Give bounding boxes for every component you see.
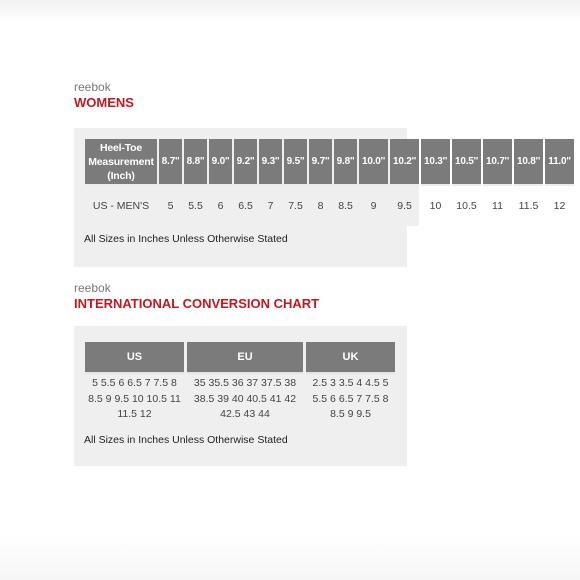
bottom-shadow [0,535,580,580]
size-cell: 6.5 [234,186,257,226]
womens-size-table [83,139,576,226]
size-cell: 12 [545,186,574,226]
measurement-cell: 10.0'' [359,139,388,186]
measurement-cell: 9.3'' [259,139,282,186]
us-mens-row [85,186,574,226]
measurement-cell: 11.0'' [545,139,574,186]
measurement-cell: 10.3'' [421,139,450,186]
measurement-cell: 10.8'' [514,139,543,186]
measurement-cell: 10.7'' [483,139,512,186]
us-column-header: US [85,342,184,374]
measurement-cell: 9.2'' [234,139,257,186]
measurement-cell: 8.7'' [159,139,182,186]
intl-note: All Sizes in Inches Unless Otherwise Stated [84,434,288,446]
measurement-row [85,139,574,186]
size-cell: 7.5 [284,186,307,226]
measurement-cell: 9.8'' [334,139,357,186]
measurement-cell: 8.8'' [184,139,207,186]
size-cell: 9 [359,186,388,226]
intl-title: INTERNATIONAL CONVERSION CHART [74,296,320,311]
eu-column-header: EU [187,342,303,374]
measurement-cell: 10.5'' [452,139,481,186]
us-mens-label: US - MEN'S [85,186,157,226]
measurement-cell: 9.7'' [309,139,332,186]
size-cell: 5 [159,186,182,226]
measurement-cell: 10.2'' [390,139,419,186]
size-cell: 9.5 [390,186,419,226]
size-cell: 8 [309,186,332,226]
size-cell: 11.5 [514,186,543,226]
size-cell: 8.5 [334,186,357,226]
womens-brand: reebok [74,80,111,94]
us-values: 5 5.5 6 6.5 7 7.5 8 8.5 9 9.5 10 10.5 11 11.5 12 [88,377,181,420]
eu-values: 35 35.5 36 37 37.5 38 38.5 39 40 40.5 41 42 42.5 43 44 [193,377,297,420]
size-cell: 7 [259,186,282,226]
size-cell: 11 [483,186,512,226]
size-cell: 10.5 [452,186,481,226]
measurement-cell: 9.0'' [209,139,232,186]
size-cell: 10 [421,186,450,226]
top-shadow [0,0,580,22]
intl-brand: reebok [74,281,111,295]
uk-column-header: UK [306,342,395,374]
size-cell: 6 [209,186,232,226]
measurement-cell: 9.5'' [284,139,307,186]
womens-note: All Sizes in Inches Unless Otherwise Stated [84,233,288,245]
size-cell: 5.5 [184,186,207,226]
heel-toe-header: Heel-Toe Measurement (Inch) [85,139,157,186]
uk-values: 2.5 3 3.5 4 4.5 5 5.5 6 6.5 7 7.5 8 8.5 9 9.5 [312,377,389,420]
womens-title: WOMENS [74,95,134,110]
